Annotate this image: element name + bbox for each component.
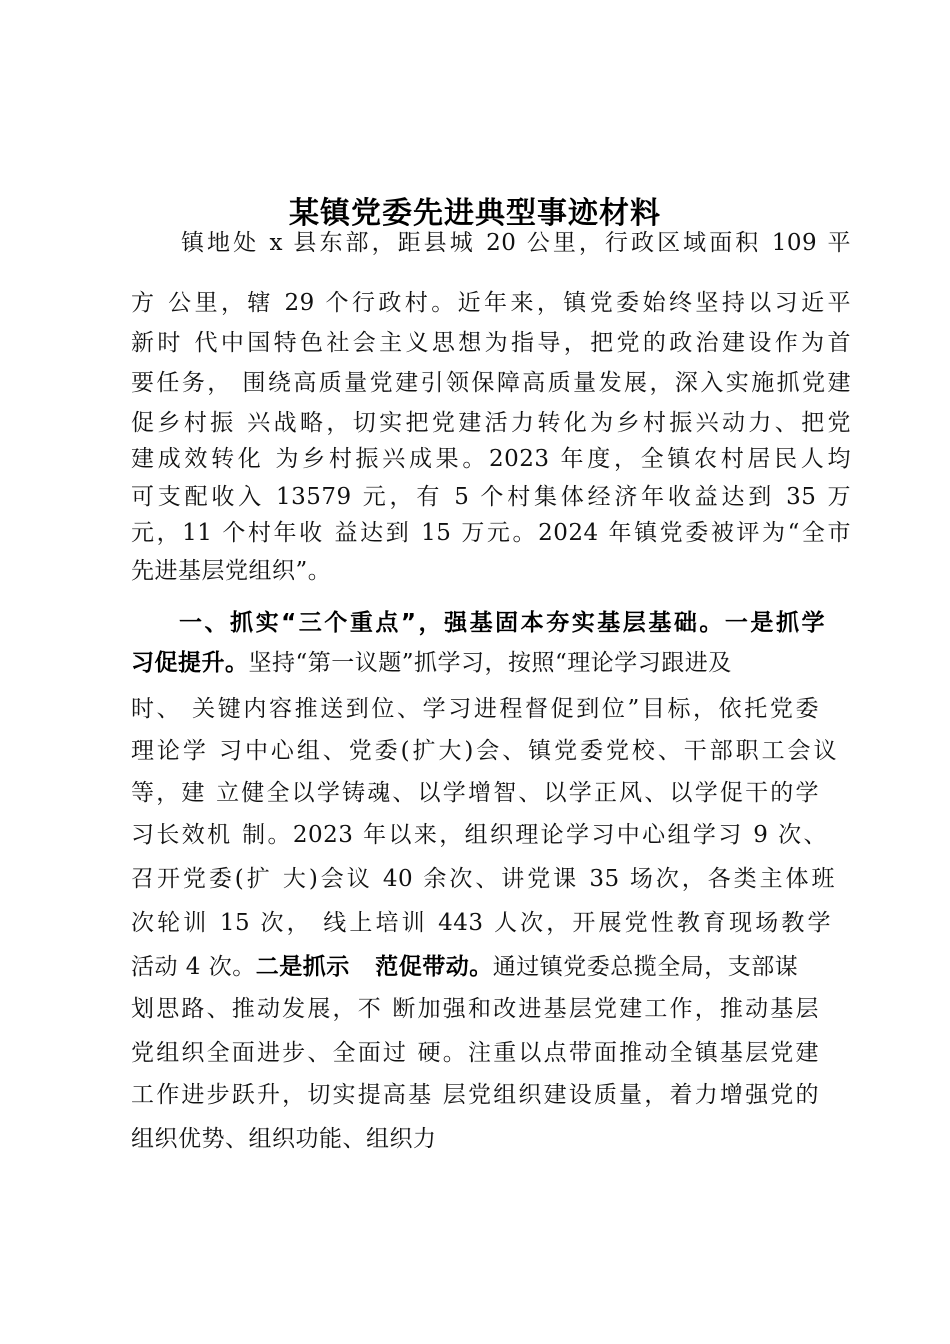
para1-line-7: 可支配收入 13579 元，有 5 个村集体经济年收益达到 35 万 <box>131 484 851 510</box>
para2-line-9-text: 通过镇党委总揽全局，支部谋 <box>492 954 799 980</box>
para2-line-10: 划思路、推动发展，不 断加强和改进基层党建工作，推动基层 <box>131 996 819 1022</box>
para2-heading-line: 一、抓实“三个重点”，强基固本夯实基层基础。一是抓学 <box>179 610 825 636</box>
para2-line-2 <box>131 646 732 680</box>
para1-line-6: 建成效转化 为乡村振兴成果。2023 年度，全镇农村居民人均 <box>131 446 851 472</box>
para1-line-9: 先进基层党组织”。 <box>131 558 332 584</box>
document-title: 某镇党委先进典型事迹材料 <box>289 196 661 231</box>
subheading-study: 习促提升。 <box>131 650 249 676</box>
para2-line-9-start: 活动 4 次。 <box>131 954 256 980</box>
para2-line-12: 工作进步跃升，切实提高基 层党组织建设质量，着力增强党的 <box>131 1082 819 1108</box>
para1-line-1: 镇地处 x 县东部，距县城 20 公里，行政区域面积 109 平 <box>181 230 851 256</box>
para2-line-6: 习长效机 制。2023 年以来，组织理论学习中心组学习 9 次、 <box>131 822 827 848</box>
para1-line-5: 促乡村振 兴战略，切实把党建活力转化为乡村振兴动力、把党 <box>131 410 851 436</box>
para2-line-2-text: 坚持“第一议题”抓学习，按照“理论学习跟进及 <box>248 650 732 676</box>
para1-line-8: 元，11 个村年收 益达到 15 万元。2024 年镇党委被评为“全市 <box>131 520 851 546</box>
para2-line-5: 等，建 立健全以学铸魂、以学增智、以学正风、以学促干的学 <box>131 780 819 806</box>
para2-line-3: 时、 关键内容推送到位、学习进程督促到位”目标，依托党委 <box>131 696 819 722</box>
para1-line-3: 新时 代中国特色社会主义思想为指导，把党的政治建设作为首 <box>131 330 851 356</box>
para2-line-7: 召开党委(扩 大)会议 40 余次、讲党课 35 场次，各类主体班 <box>131 866 835 892</box>
para2-line-13: 组织优势、组织功能、组织力 <box>131 1126 437 1152</box>
para1-line-2: 方 公里，辖 29 个行政村。近年来，镇党委始终坚持以习近平 <box>131 290 851 316</box>
para2-line-4: 理论学 习中心组、党委(扩大)会、镇党委党校、干部职工会议 <box>131 738 837 764</box>
subheading-example: 二是抓示 范促带动。 <box>255 954 493 980</box>
para2-line-11: 党组织全面进步、全面过 硬。注重以点带面推动全镇基层党建 <box>131 1040 819 1066</box>
para2-line-8: 次轮训 15 次， 线上培训 443 人次，开展党性教育现场教学 <box>131 910 831 936</box>
para2-line-9 <box>131 950 798 984</box>
para1-line-4: 要任务， 围绕高质量党建引领保障高质量发展，深入实施抓党建 <box>131 370 851 396</box>
